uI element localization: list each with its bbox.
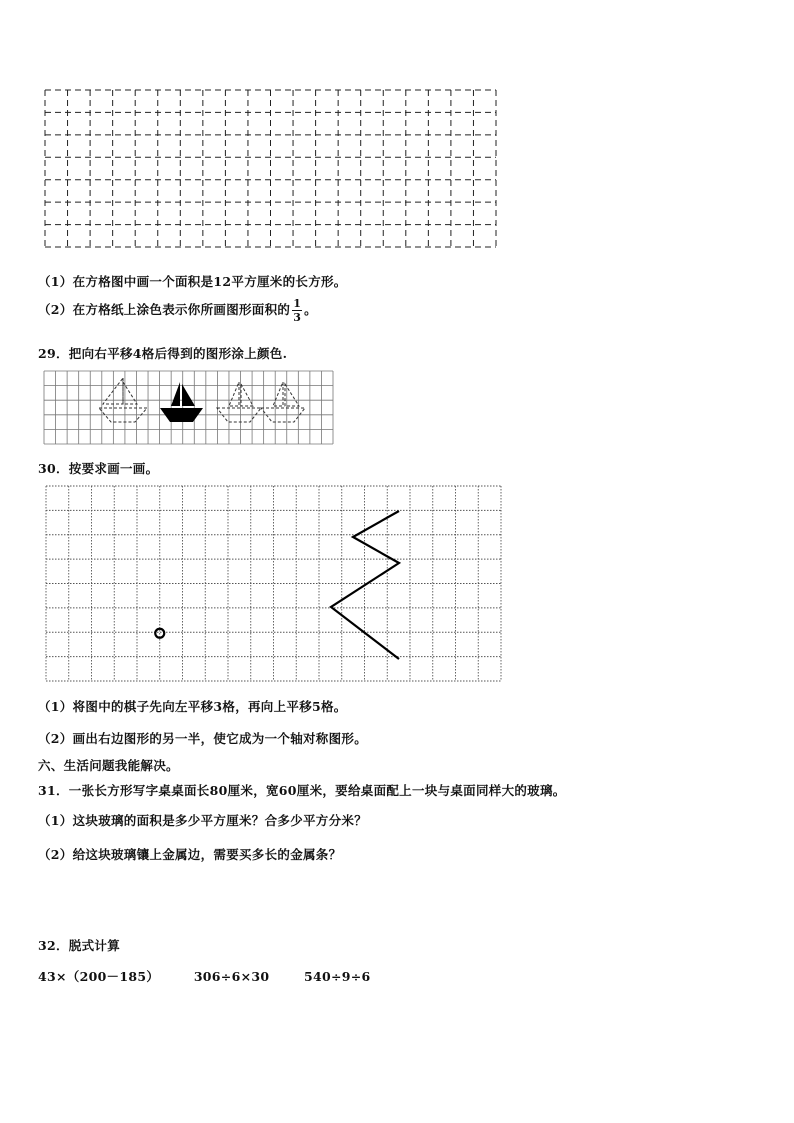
q30-part2-text: （2）画出右边图形的另一半，使它成为一个轴对称图形。 <box>38 731 367 746</box>
filled-boat <box>160 382 203 422</box>
dashed-square-grid <box>44 89 498 249</box>
dotted-square-grid <box>45 485 503 683</box>
expression-1: 43×（200－185） <box>38 969 160 984</box>
q32-question: 32．脱式计算 <box>38 938 120 953</box>
fraction-denominator: 3 <box>293 311 302 324</box>
q28-part1-text: （1）在方格图中画一个面积是12平方厘米的长方形。 <box>38 274 347 289</box>
q31-question: 31．一张长方形写字桌桌面长80厘米，宽60厘米，要给桌面配上一块与桌面同样大的玻璃。 <box>38 783 566 798</box>
q31-part2-text: （2）给这块玻璃镶上金属边，需要买多长的金属条？ <box>38 847 342 862</box>
q28-part2-prefix: （2）在方格纸上涂色表示你所画图形面积的 <box>38 302 291 317</box>
one-third-fraction <box>292 298 302 323</box>
expression-2: 306÷6×30 <box>193 969 270 984</box>
translation-grid <box>43 370 335 446</box>
section-title: 六、生活问题我能解决。 <box>38 758 179 773</box>
expression-3: 540÷9÷6 <box>304 969 371 984</box>
q28-part2-text <box>38 298 317 323</box>
q30-part1-text: （1）将图中的棋子先向左平移3格，再向上平移5格。 <box>38 699 347 714</box>
dashed-boat-middle <box>217 382 261 422</box>
q28-part2-suffix: 。 <box>304 302 317 317</box>
fraction-numerator: 1 <box>293 297 302 310</box>
q30-question: 30．按要求画一画。 <box>38 461 159 476</box>
half-symmetric-figure <box>331 511 399 659</box>
q31-part1-text: （1）这块玻璃的面积是多少平方厘米？合多少平方分米？ <box>38 813 367 828</box>
q32-expressions <box>38 967 401 985</box>
q29-question: 29．把向右平移4格后得到的图形涂上颜色. <box>38 346 288 361</box>
